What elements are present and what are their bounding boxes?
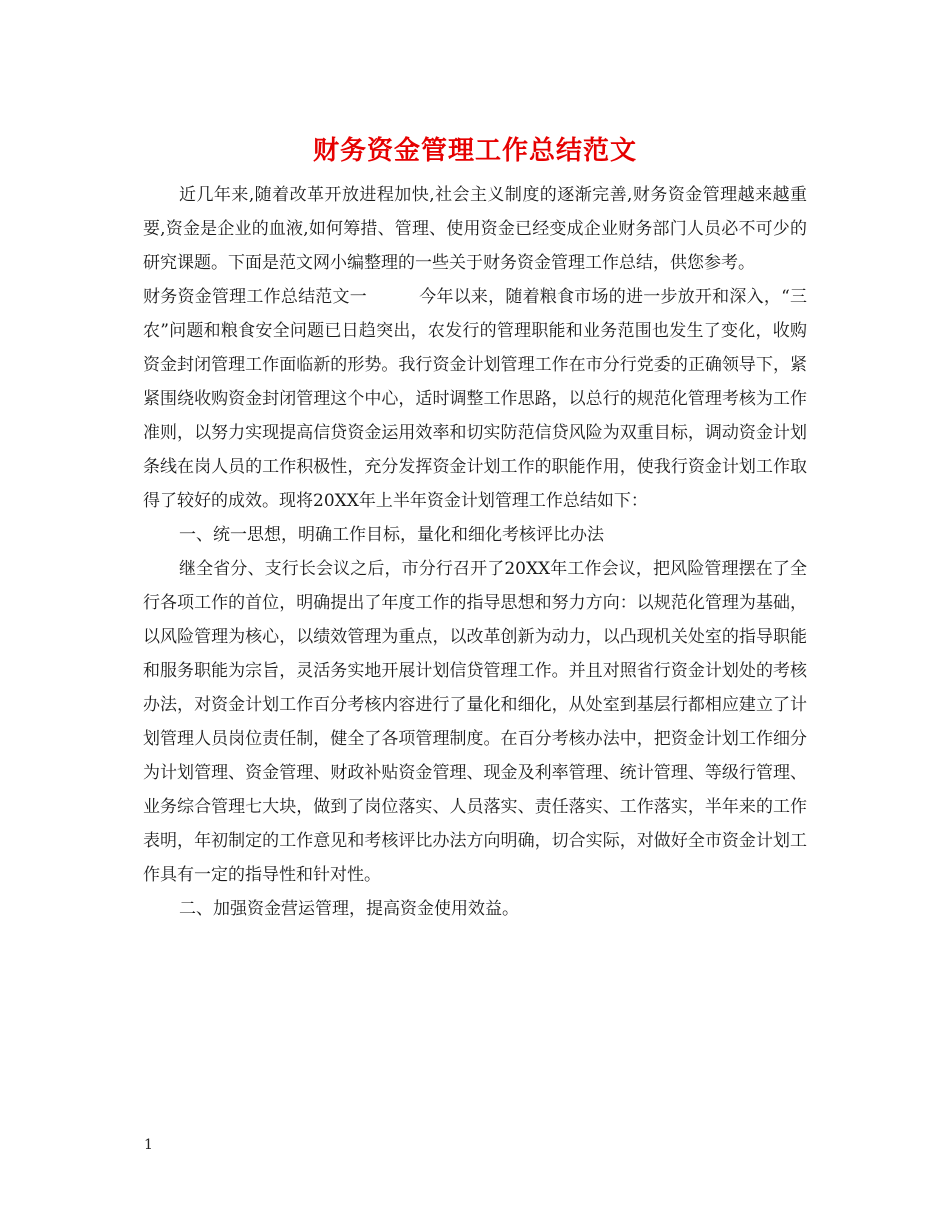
page-number: 1 — [144, 1137, 153, 1153]
heading-one: 一、统一思想，明确工作目标，量化和细化考核评比办法 — [179, 525, 604, 545]
section-one-paragraph — [143, 280, 807, 518]
paragraph-one: 继全省分、支行长会议之后，市分行召开了20XX年工作会议，把风险管理摆在了全行各项工作的首位，明确提出了年度工作的指导思想和努力方向：以规范化管理为基础，以风险管理为核心，以绩效管理为重点，以改革创新为动力，以凸现机关处室的指导职能和服务职能为宗旨，灵活务实地开展计划信贷管理工作。并且对照省行资金计划处的考核办法，对资金计划工作百分考核内容进行了量化和细化，从处室到基层行都相应建立了计划管理人员岗位责任制，健全了各项管理制度。在百分考核办法中，把资金计划工作细分为计划管理、资金管理、财政补贴资金管理、现金及利率管理、统计管理、等级行管理、业务综合管理七大块，做到了岗位落实、人员落实、责任落实、工作落实，半年来的工作表明，年初制定的工作意见和考核评比办法方向明确，切合实际，对做好全市资金计划工作具有一定的指导性和针对性。 — [143, 559, 807, 885]
document-body — [143, 178, 807, 926]
section-label: 财务资金管理工作总结范文一 — [143, 287, 367, 307]
intro-paragraph: 近几年来,随着改革开放进程加快,社会主义制度的逐渐完善,财务资金管理越来越重要,资金是企业的血液,如何筹措、管理、使用资金已经变成企业财务部门人员必不可少的研究课题。下面是范文网小编整理的一些关于财务资金管理工作总结，供您参考。 — [143, 185, 807, 273]
document-title: 财务资金管理工作总结范文 — [312, 136, 637, 166]
section-body-text: 今年以来，随着粮食市场的进一步放开和深入，“三农”问题和粮食安全问题已日趋突出，农发行的管理职能和业务范围也发生了变化，收购资金封闭管理工作面临新的形势。我行资金计划管理工作在市分行党委的正确领导下，紧紧围绕收购资金封闭管理这个中心，适时调整工作思路，以总行的规范化管理考核为工作准则，以努力实现提高信贷资金运用效率和切实防范信贷风险为双重目标，调动资金计划条线在岗人员的工作积极性，充分发挥资金计划工作的职能作用，使我行资金计划工作取得了较好的成效。现将20XX年上半年资金计划管理工作总结如下： — [143, 287, 807, 511]
heading-two: 二、加强资金营运管理，提高资金使用效益。 — [179, 899, 519, 919]
